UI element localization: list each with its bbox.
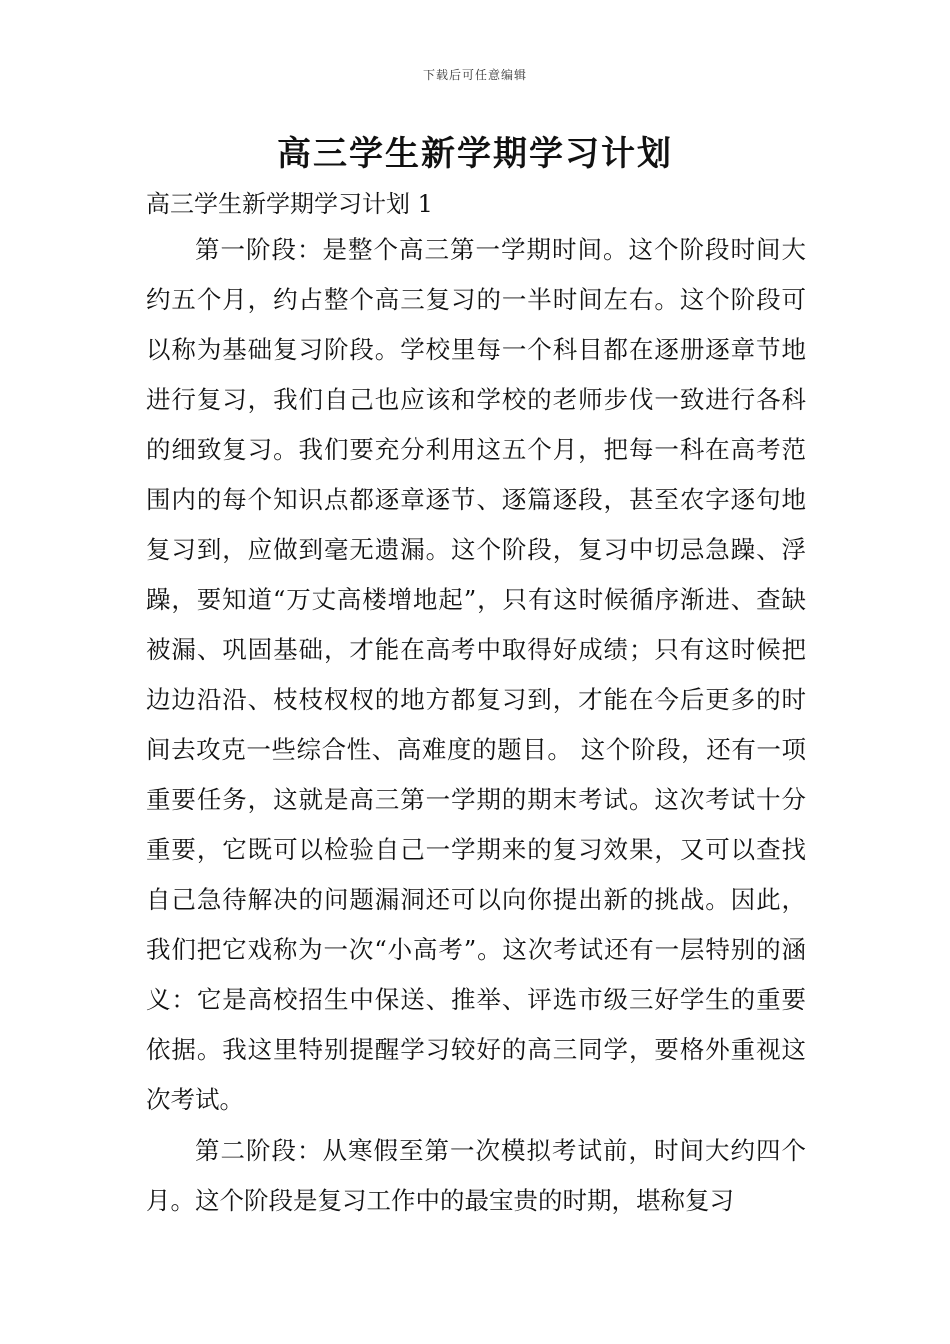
paragraph-stage-two: 第二阶段：从寒假至第一次模拟考试前，时间大约四个月。这个阶段是复习工作中的最宝贵的时期，堪称复习 (146, 1136, 806, 1215)
document-subtitle: 高三学生新学期学习计划 1 (146, 190, 433, 218)
body-block-1 (146, 225, 806, 1125)
document-title: 高三学生新学期学习计划 (277, 134, 673, 174)
header-note: 下载后可任意编辑 (422, 68, 527, 82)
body-block-2 (146, 1126, 806, 1226)
paragraph-stage-one: 第一阶段：是整个高三第一学期时间。这个阶段时间大约五个月，约占整个高三复习的一半时间左右。这个阶段可以称为基础复习阶段。学校里每一个科目都在逐册逐章节地进行复习，我们自己也应该和学校的老师步伐一致进行各科的细致复习。我们要充分利用这五个月，把每一科在高考范围内的每个知识点都逐章逐节、逐篇逐段，甚至农字逐句地复习到，应做到毫无遗漏。这个阶段，复习中切忌急躁、浮躁，要知道“万丈高楼增地起”，只有这时候循序渐进、查缺被漏、巩固基础，才能在高考中取得好成绩；只有这时候把边边沿沿、枝枝杈杈的地方都复习到，才能在今后更多的时间去攻克一些综合性、高难度的题目。 这个阶段，还有一项重要任务，这就是高三第一学期的期末考试。这次考试十分重要，它既可以检验自己一学期来的复习效果，又可以查找自己急待解决的问题漏洞还可以向你提出新的挑战。因此，我们把它戏称为一次“小高考”。这次考试还有一层特别的涵义：它是高校招生中保送、推举、评选市级三好学生的重要依据。我这里特别提醒学习较好的高三同学，要格外重视这次考试。 (146, 235, 806, 1114)
